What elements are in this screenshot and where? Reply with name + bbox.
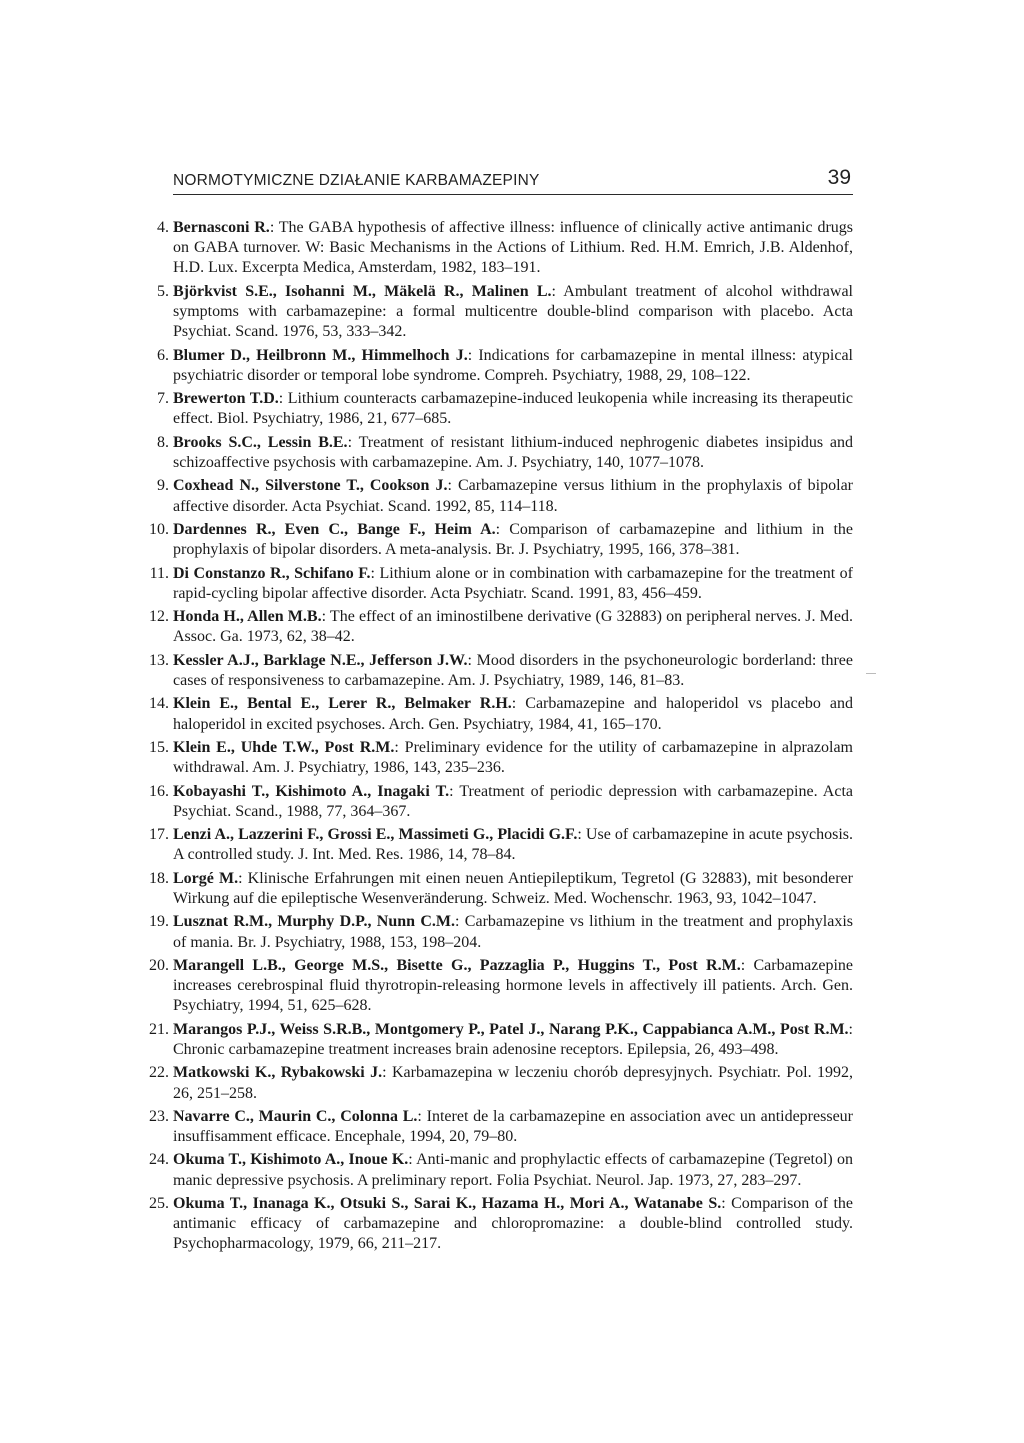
reference-number: 16. <box>149 782 169 800</box>
margin-mark <box>866 673 876 674</box>
reference-number: 20. <box>149 956 169 974</box>
reference-text: : Carbamazepine versus lithium in the prophylaxis of bipolar affective disorder. Acta Psychiat. Scand. 1992, 85, 114–118. <box>173 477 854 515</box>
reference-authors: Honda H., Allen M.B. <box>173 608 322 626</box>
reference-item <box>149 1107 853 1147</box>
reference-authors: Blumer D., Heilbronn M., Himmelhoch J. <box>173 346 468 364</box>
reference-text: : Lithium alone or in combination with carbamazepine for the treatment of rapid-cycling bipolar affective disorder. Acta Psychiatr. Scand. 1991, 83, 456–459. <box>173 564 853 602</box>
reference-number: 6. <box>157 346 169 364</box>
reference-number: 17. <box>149 826 169 844</box>
running-header <box>173 168 853 195</box>
reference-list <box>149 218 854 1258</box>
reference-authors: Marangos P.J., Weiss S.R.B., Montgomery P., Patel J., Narang P.K., Cappabianca A.M., Post R.M. <box>173 1020 849 1038</box>
reference-authors: Klein E., Uhde T.W., Post R.M. <box>173 738 395 756</box>
reference-item <box>157 346 853 386</box>
reference-authors: Dardennes R., Even C., Bange F., Heim A. <box>173 520 496 538</box>
reference-authors: Kessler A.J., Barklage N.E., Jefferson J.W. <box>173 651 468 669</box>
reference-authors: Matkowski K., Rybakowski J. <box>173 1064 383 1082</box>
reference-number: 19. <box>149 913 169 931</box>
reference-text: : Comparison of the antimanic efficacy of carbamazepine and chloropromazine: a double-blind controlled study. Psychopharmacology, 1979, 66, 211–217. <box>173 1195 853 1253</box>
reference-text: : Anti-manic and prophylactic effects of carbamazepine (Tegretol) on manic depressive psychosis. A preliminary report. Folia Psychiat. Neurol. Jap. 1973, 27, 283–297. <box>173 1151 853 1189</box>
reference-text: : Preliminary evidence for the utility of carbamazepine in alprazolam withdrawal. Am. J. Psychiatry, 1986, 143, 235–236. <box>173 738 854 777</box>
reference-item <box>149 912 854 952</box>
reference-number: 5. <box>157 282 169 300</box>
reference-text: : Treatment of resistant lithium-induced nephrogenic diabetes insipidus and schizoaffective psychosis with carbamazepine. Am. J. Psychiatry, 140, 1077–1078. <box>173 433 854 471</box>
reference-number: 10. <box>149 520 169 538</box>
reference-item <box>157 218 853 279</box>
reference-text: : Comparison of carbamazepine and lithium in the prophylaxis of bipolar disorders. A meta-analysis. Br. J. Psychiatry, 1995, 166, 378–381. <box>173 520 853 559</box>
reference-text: : Interet de la carbamazepine en association avec un antidepresseur insuffisamment efficace. Encephale, 1994, 20, 79–80. <box>173 1107 853 1146</box>
reference-item <box>149 651 854 691</box>
reference-authors: Marangell L.B., George M.S., Bisette G., Pazzaglia P., Huggins T., Post R.M. <box>173 956 741 974</box>
reference-number: 7. <box>157 390 169 408</box>
reference-number: 12. <box>149 608 169 626</box>
reference-item <box>157 433 854 473</box>
reference-item <box>149 520 853 560</box>
reference-item <box>149 782 853 822</box>
reference-text: : Carbamazepine and haloperidol vs placebo and haloperidol in excited psychoses. Arch. Gen. Psychiatry, 1984, 41, 165–170. <box>173 695 853 733</box>
reference-authors: Björkvist S.E., Isohanni M., Mäkelä R., Malinen L. <box>173 282 552 300</box>
reference-item <box>157 282 853 343</box>
reference-item <box>149 607 853 647</box>
reference-text: : Ambulant treatment of alcohol withdrawal symptoms with carbamazepine: a formal multicentre double-blind comparison with placebo. Acta Psychiat. Scand. 1976, 53, 333–342. <box>173 282 853 341</box>
reference-authors: Lorgé M. <box>173 869 239 887</box>
reference-number: 8. <box>157 433 169 451</box>
reference-item <box>149 869 853 909</box>
reference-item <box>149 1150 853 1190</box>
reference-text: : Carbamazepine increases cerebrospinal fluid thyrotropin-releasing hormone levels in affectively ill patients. Arch. Gen. Psychiatry, 1994, 51, 625–628. <box>173 956 853 1015</box>
reference-item <box>149 694 853 734</box>
reference-text: : Karbamazepina w leczeniu chorób depresyjnych. Psychiatr. Pol. 1992, 26, 251–258. <box>173 1064 854 1102</box>
reference-authors: Di Constanzo R., Schifano F. <box>173 564 371 582</box>
reference-item <box>149 1194 853 1255</box>
reference-authors: Klein E., Bental E., Lerer R., Belmaker R.H. <box>173 695 512 713</box>
reference-authors: Brooks S.C., Lessin B.E. <box>173 433 348 451</box>
reference-authors: Navarre C., Maurin C., Colonna L. <box>173 1107 418 1125</box>
reference-text: : Carbamazepine vs lithium in the treatment and prophylaxis of mania. Br. J. Psychiatry, 1988, 153, 198–204. <box>173 913 854 951</box>
reference-number: 18. <box>149 869 169 887</box>
reference-number: 14. <box>149 695 169 713</box>
reference-item <box>149 1020 853 1060</box>
reference-number: 24. <box>149 1151 169 1169</box>
reference-authors: Brewerton T.D. <box>173 390 279 408</box>
reference-item <box>149 564 853 604</box>
reference-number: 21. <box>149 1020 169 1038</box>
reference-item <box>157 476 854 516</box>
reference-number: 13. <box>149 651 169 669</box>
reference-number: 11. <box>149 564 169 582</box>
reference-authors: Coxhead N., Silverstone T., Cookson J. <box>173 477 448 495</box>
reference-authors: Lenzi A., Lazzerini F., Grossi E., Massimeti G., Placidi G.F. <box>173 826 578 844</box>
reference-text: : Treatment of periodic depression with carbamazepine. Acta Psychiat. Scand., 1988, 77, 364–367. <box>173 782 853 820</box>
page-number: 39 <box>827 166 851 189</box>
reference-authors: Okuma T., Kishimoto A., Inoue K. <box>173 1151 409 1169</box>
reference-authors: Bernasconi R. <box>173 219 270 236</box>
reference-item <box>149 1063 854 1103</box>
reference-item <box>149 738 854 778</box>
reference-item <box>149 825 853 865</box>
reference-text: : The GABA hypothesis of affective illness: influence of clinically active antimanic drugs on GABA turnover. W: Basic Mechanisms in the Actions of Lithium. Red. H.M. Emrich, J.B. Aldenhof, H.D. Lux. Excerpta Medica, Amsterdam, 1982, 183–191. <box>173 219 853 277</box>
reference-authors: Lusznat R.M., Murphy D.P., Nunn C.M. <box>173 913 456 931</box>
reference-text: : Chronic carbamazepine treatment increases brain adenosine receptors. Epilepsia, 26, 493–498. <box>173 1020 853 1058</box>
reference-item <box>157 389 853 429</box>
reference-text: : The effect of an iminostilbene derivative (G 32883) on peripheral nerves. J. Med. Assoc. Ga. 1973, 62, 38–42. <box>173 608 853 646</box>
reference-number: 22. <box>149 1064 169 1082</box>
reference-text: : Lithium counteracts carbamazepine-induced leukopenia while increasing its therapeutic effect. Biol. Psychiatry, 1986, 21, 677–685. <box>173 390 853 428</box>
reference-number: 4. <box>157 219 169 236</box>
reference-number: 15. <box>149 738 169 756</box>
reference-text: : Klinische Erfahrungen mit einen neuen Antiepileptikum, Tegretol (G 32883), mit besonderer Wirkung auf die epileptische Wesenveränderung. Schweiz. Med. Wochenschr. 1963, 93, 1042–1047. <box>173 869 853 907</box>
reference-authors: Okuma T., Inanaga K., Otsuki S., Sarai K., Hazama H., Mori A., Watanabe S. <box>173 1195 722 1213</box>
reference-number: 23. <box>149 1107 169 1125</box>
reference-text: : Use of carbamazepine in acute psychosis. A controlled study. J. Int. Med. Res. 1986, 14, 78–84. <box>173 826 853 864</box>
reference-number: 9. <box>157 477 169 495</box>
reference-text: : Indications for carbamazepine in mental illness: atypical psychiatric disorder or temporal lobe syndrome. Compreh. Psychiatry, 1988, 29, 108–122. <box>173 346 853 384</box>
reference-number: 25. <box>149 1195 169 1213</box>
running-title: NORMOTYMICZNE DZIAŁANIE KARBAMAZEPINY <box>173 172 540 189</box>
reference-text: : Mood disorders in the psychoneurologic borderland: three cases of responsiveness to carbamazepine. Am. J. Psychiatry, 1989, 146, 81–83. <box>173 651 854 689</box>
reference-authors: Kobayashi T., Kishimoto A., Inagaki T. <box>173 782 450 800</box>
reference-item <box>149 956 853 1017</box>
